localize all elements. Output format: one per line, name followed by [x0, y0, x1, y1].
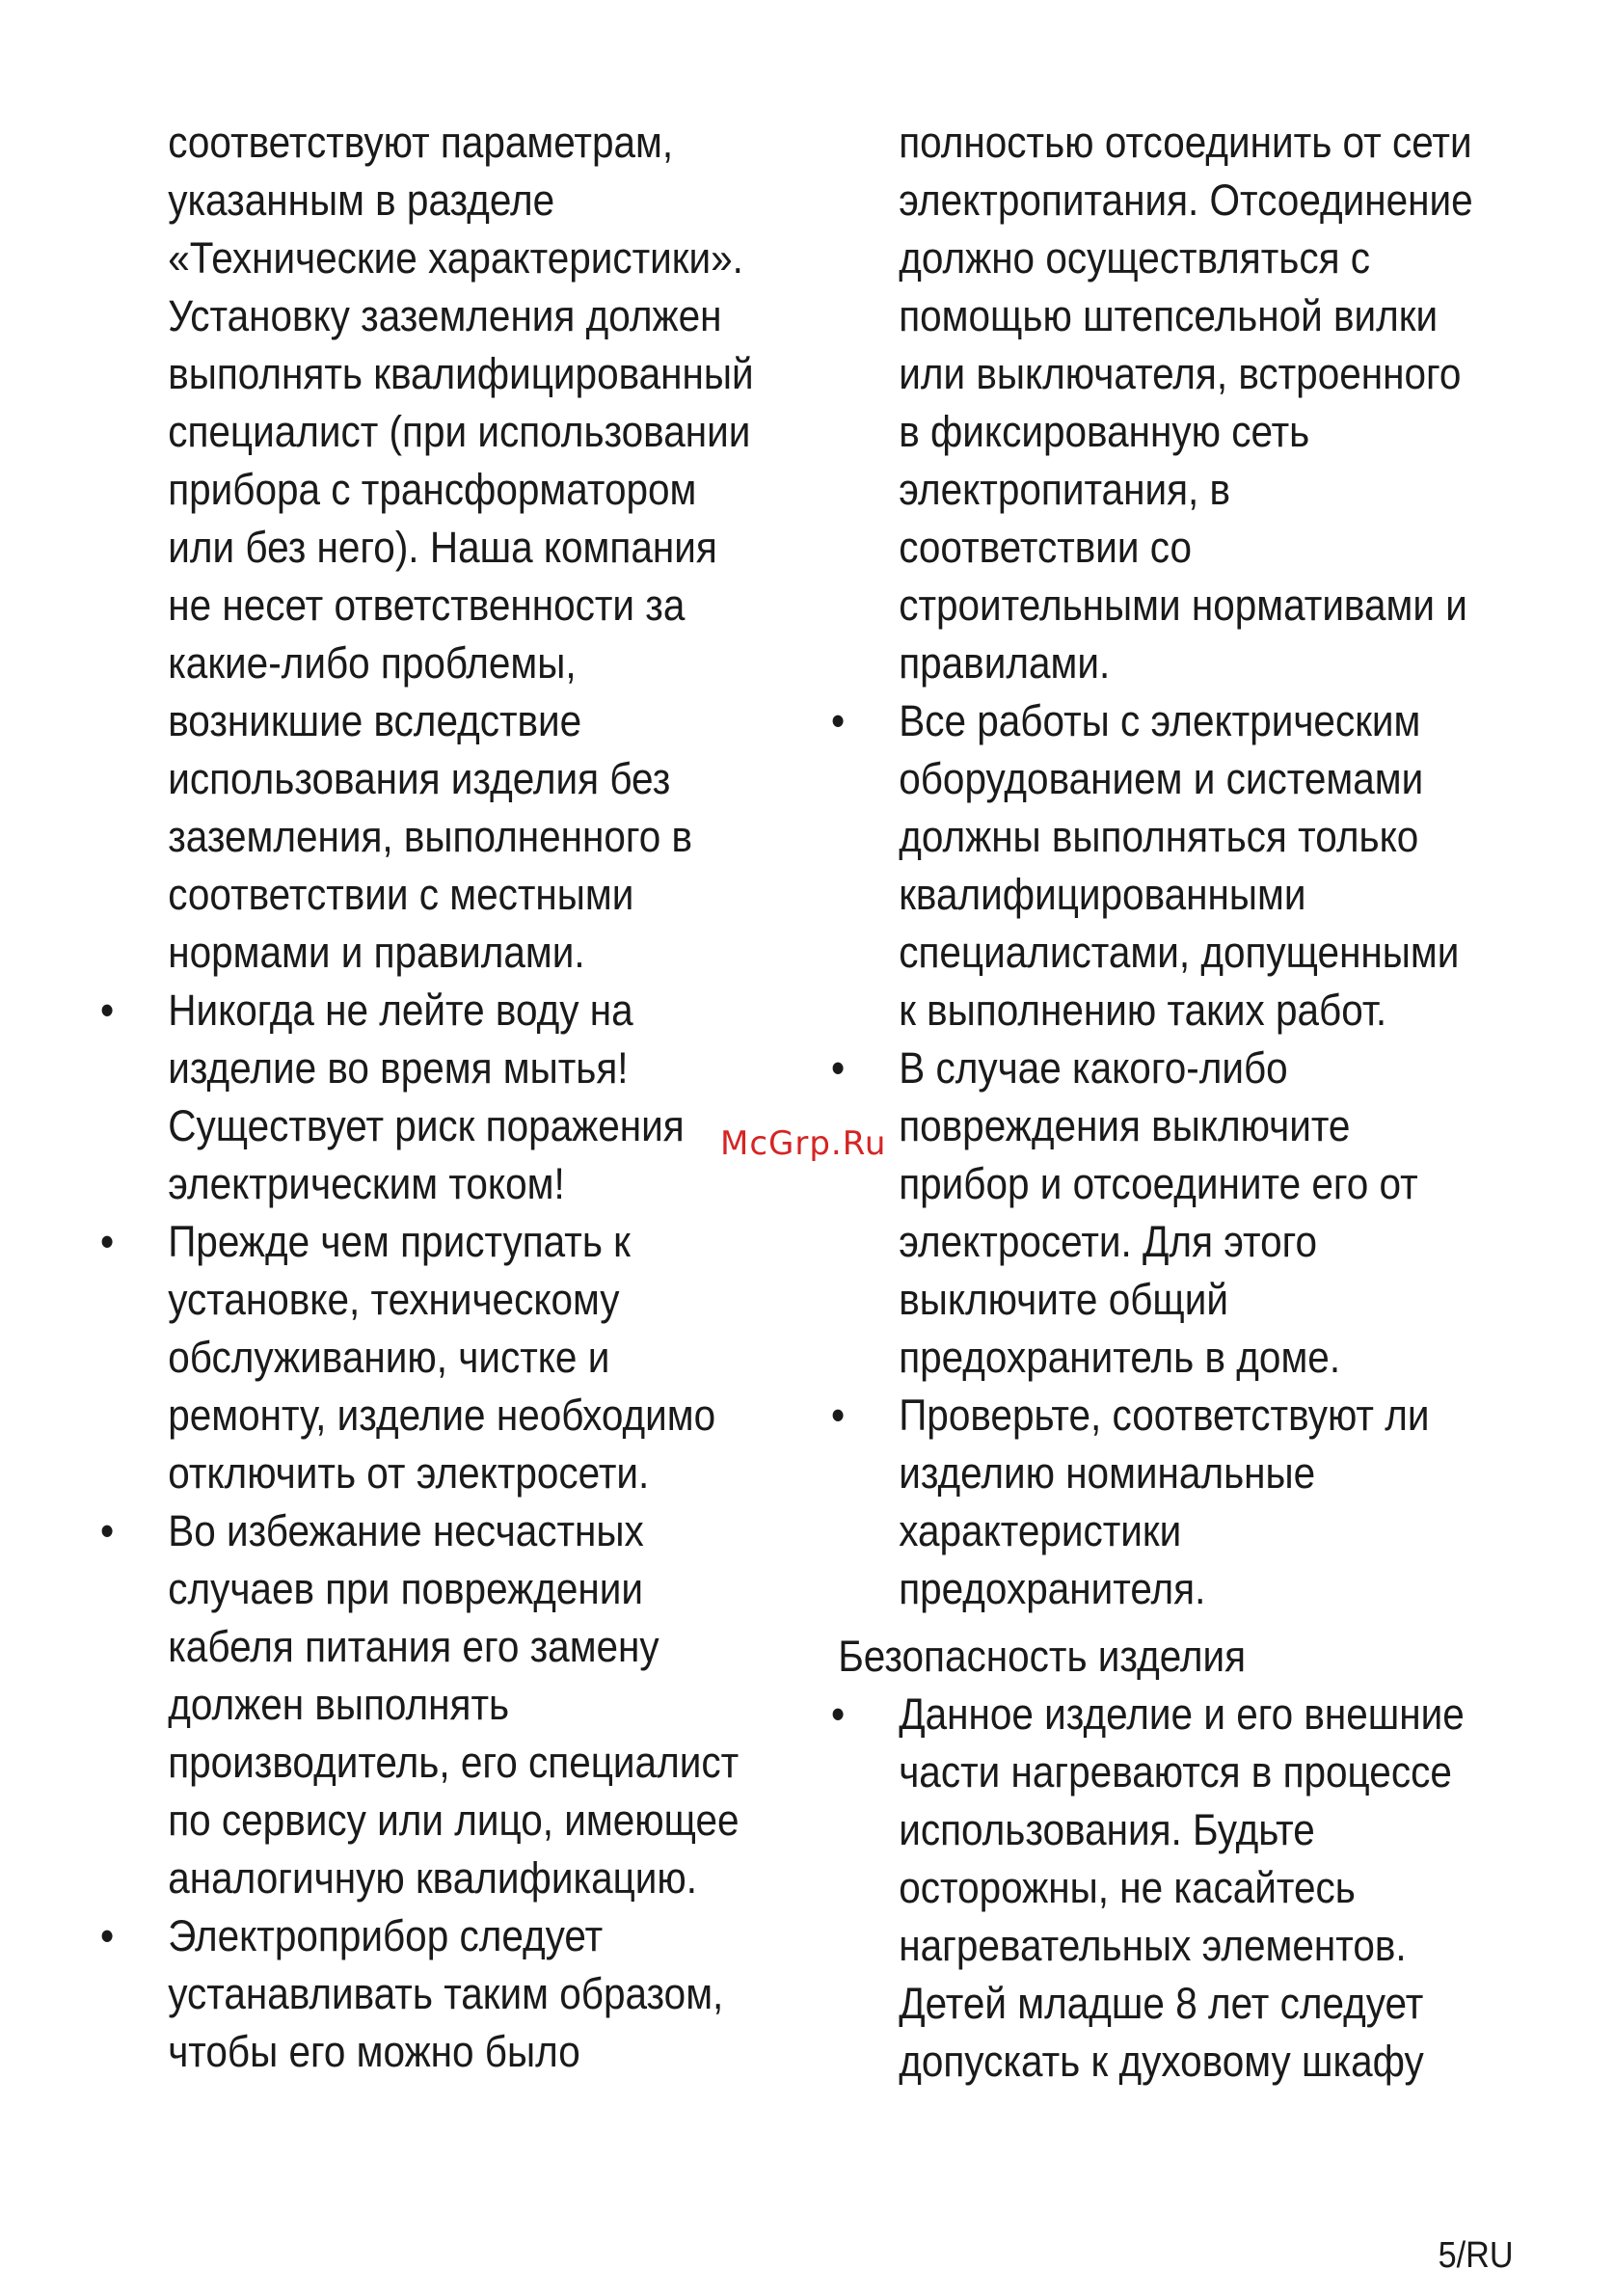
bullet-item: [100, 1502, 768, 1907]
bullet-item: [831, 1686, 1473, 2091]
page-number: 5/RU: [1439, 2235, 1514, 2276]
paragraph-text: полностью отсоединить от сети электропитания. Отсоединение должно осуществляться с помощью штепсельной вилки или выключателя, встроенного в фиксированную сеть электропитания, в соответствии со строительными нормативами и правилами.: [899, 118, 1473, 688]
right-column: [831, 114, 1473, 2091]
bullet-text: • Данное изделие и его внешние части нагреваются в процессе использования. Будьте осторожны, не касайтесь нагревательных элементов. Детей младше 8 лет следует допускать к духовому шкафу: [899, 1689, 1465, 2086]
section-heading: Безопасность изделия: [838, 1632, 1247, 1681]
bullet-item: [100, 1213, 768, 1502]
paragraph-text: соответствуют параметрам, указанным в разделе «Технические характеристики». Установку заземления должен выполнять квалифицированный специалист (при использовании прибора с трансформатором или без него). Наша компания не несет ответственности за какие-либо проблемы, возникшие вследствие использования изделия без заземления, выполненного в соответствии с местными нормами и правилами.: [168, 118, 754, 977]
bullet-item: [831, 692, 1473, 1040]
bullet-text: • Никогда не лейте воду на изделие во время мытья! Существует риск поражения электрическим током!: [168, 986, 685, 1208]
bullet-item: [100, 982, 768, 1213]
bullet-item: [100, 1907, 768, 2081]
bullet-text: • Электроприбор следует устанавливать таким образом, чтобы его можно было: [168, 1911, 724, 2076]
bullet-text: • Проверьте, соответствуют ли изделию номинальные характеристики предохранителя.: [899, 1391, 1430, 1613]
bullet-text: • Все работы с электрическим оборудованием и системами должны выполняться только квалифицированными специалистами, допущенными к выполнению таких работ.: [899, 696, 1460, 1035]
continuation-paragraph: [100, 114, 768, 982]
bullet-text: • В случае какого-либо повреждения выключите прибор и отсоедините его от электросети. Для этого выключите общий предохранитель в доме.: [899, 1043, 1418, 1382]
left-column: [100, 114, 768, 2081]
watermark: McGrp.Ru: [720, 1124, 887, 1163]
bullet-text: • Во избежание несчастных случаев при повреждении кабеля питания его замену должен выполнять производитель, его специалист по сервису или лицо, имеющее аналогичную квалификацию.: [168, 1506, 740, 1903]
continuation-paragraph: [831, 114, 1473, 692]
bullet-item: [831, 1040, 1473, 1387]
bullet-item: [831, 1387, 1473, 1618]
bullet-text: • Прежде чем приступать к установке, техническому обслуживанию, чистке и ремонту, изделие необходимо отключить от электросети.: [168, 1217, 716, 1498]
